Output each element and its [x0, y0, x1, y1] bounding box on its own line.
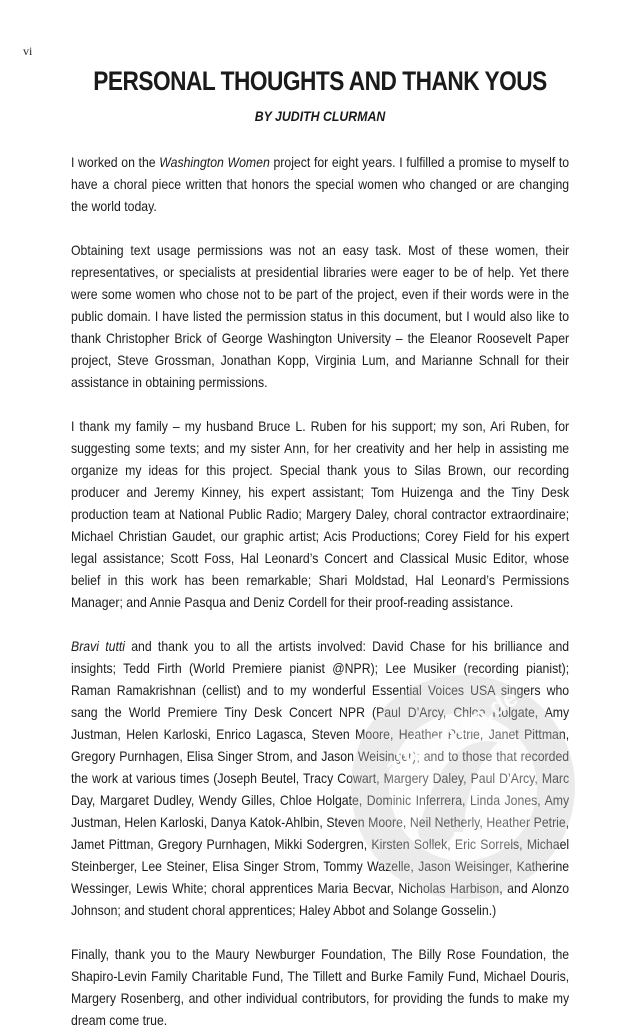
- bravi-tutti-italic: Bravi tutti: [71, 638, 125, 654]
- paragraph-project: [71, 151, 569, 217]
- paragraph-project-text-c: project for eight years. I fulfilled a promise to myself to have a choral piece written that honors the special women who changed or are changing the world today.: [71, 154, 570, 214]
- paragraph-project-text-a: I worked on the: [71, 154, 160, 170]
- watermark-text: alle-noten.de: [380, 684, 523, 782]
- paragraph-funders-thanks: Finally, thank you to the Maury Newburger Foundation, The Billy Rose Foundation, the Shapiro-Levin Family Charitable Fund, The Tillett and Burke Family Fund, Michael Douris, Margery Rosenberg, and other individual contributors, for providing the funds to make my dream come true.: [71, 946, 570, 1028]
- paragraph-family-thanks: I thank my family – my husband Bruce L. Ruben for his support; my son, Ari Ruben, for suggesting some texts; and my sister Ann, for her creativity and her help in assisting me organize my ideas for this project. Special thank yous to Silas Brown, our recording producer and Jeremy Kinney, his expert assistant; Tom Huizenga and the Tiny Desk production team at National Public Radio; Margery Daley, choral contractor extraordinaire; Michael Christian Gaudet, our graphic artist; Acis Productions; Corey Field for his expert legal assistance; Scott Foss, Hal Leonard’s Concert and Classical Music Editor, whose belief in this work has been remarkable; Shari Moldstad, Hal Leonard’s Permissions Manager; and Annie Pasqua and Deniz Cordell for their proof-reading assistance.: [71, 418, 570, 610]
- page-number: vi: [23, 44, 33, 58]
- paragraph-artists-thanks: [71, 635, 569, 921]
- paragraph-permissions: Obtaining text usage permissions was not an easy task. Most of these women, their representatives, or specialists at presidential libraries were eager to be of help. Yet there were some women who chose not to be part of the project, even if their words were in the public domain. I have listed the permission status in this document, but I would also like to thank Christopher Brick of George Washington University – the Eleanor Roosevelt Paper project, Steve Grossman, Jonathan Kopp, Virginia Lum, and Marianne Schnall for their assistance in obtaining permissions.: [71, 242, 570, 390]
- project-title-italic: Washington Women: [159, 154, 270, 170]
- paragraph-artists-text: and thank you to all the artists involved: David Chase for his brilliance and insights; Tedd Firth (World Premiere pianist @NPR); Lee Musiker (recording pianist); Raman Ramakrishnan (cellist) and to my wonderful Essential Voices USA singers who sang the World Premiere Tiny Desk Concert NPR (Paul D’Arcy, Chloe Holgate, Amy Justman, Helen Karloski, Enrico Lagasca, Steven Moore, Heather Petrie, Janet Pittman, Gregory Purnhagen, Elisa Singer Strom, and Jason Weisinger); and to those that recorded the work at various times (Joseph Beutel, Tracy Cowart, Margery Daley, Paul D’Arcy, Marc Day, Margaret Dudley, Wendy Gilles, Chloe Holgate, Dominic Inferrera, Linda Jones, Amy Justman, Helen Karloski, Danya Katok-Ahlbin, Steven Moore, Neil Netherly, Heather Petrie, Jamet Pittman, Gregory Purnhagen, Mikki Sodergren, Kirsten Sollek, Eric Sorrels, Michael Steinberger, Lee Steiner, Elisa Singer Strom, Tommy Wazelle, Jason Weisinger, Katherine Wessinger, Lewis White; choral apprentices Maria Becvar, Nicholas Harbison, and Alonzo Johnson; and student choral apprentices; Haley Abbot and Solange Gosselin.): [71, 638, 570, 918]
- page-title: PERSONAL THOUGHTS AND THANK YOUS: [93, 66, 547, 96]
- author-byline: BY JUDITH CLURMAN: [254, 108, 386, 124]
- body-text: [71, 151, 569, 1031]
